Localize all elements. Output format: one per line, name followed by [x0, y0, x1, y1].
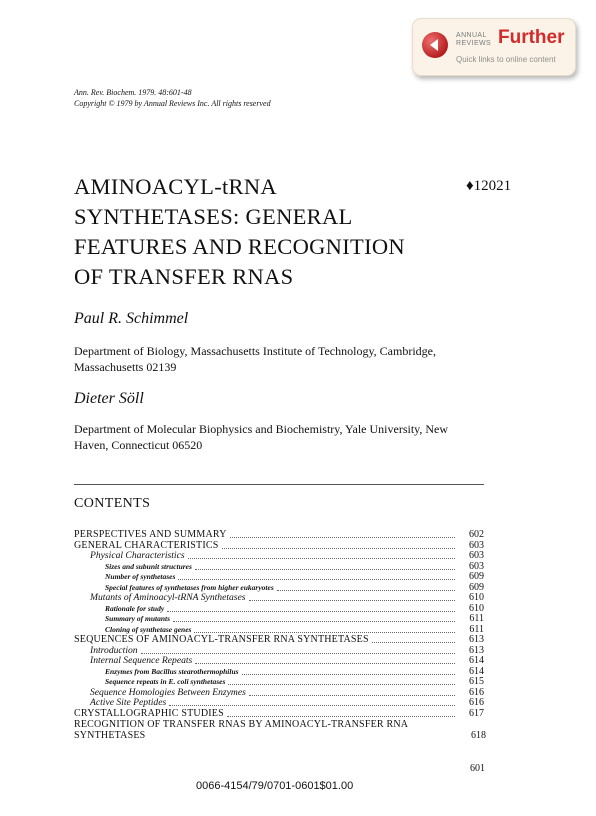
toc-entry[interactable] [74, 551, 484, 562]
toc-entry-page: 614 [469, 655, 484, 666]
toc-entry[interactable] [74, 677, 484, 688]
author-affiliation: Department of Molecular Biophysics and Biochemistry, Yale University, New Haven, Connecticut 06520 [74, 422, 449, 452]
toc-entry[interactable] [74, 593, 484, 604]
toc-entry-label: Active Site Peptides [90, 697, 167, 708]
toc-leader-dots [277, 583, 455, 591]
toc-entry-page: 614 [469, 665, 484, 677]
toc-entry-label: Rationale for study [105, 603, 165, 613]
toc-leader-dots [227, 709, 455, 717]
toc-entry-page: 603 [469, 560, 484, 572]
journal-citation [74, 87, 271, 109]
toc-leader-dots [195, 562, 455, 570]
toc-leader-dots [228, 677, 455, 685]
toc-entry-label: Sequence repeats in E. coli synthetases [105, 677, 226, 686]
toc-entry-page: 611 [469, 623, 484, 635]
author-affiliation: Department of Biology, Massachusetts Institute of Technology, Cambridge, Massachusetts 02139 [74, 344, 436, 374]
toc-leader-dots [372, 635, 455, 643]
toc-entry[interactable] [74, 562, 484, 573]
toc-entry-page: 610 [469, 602, 484, 614]
toc-leader-dots [242, 667, 455, 675]
copyright-line: Copyright © 1979 by Annual Reviews Inc. All rights reserved [74, 99, 271, 108]
toc-entry-page: 610 [469, 592, 484, 603]
article-title: AMINOACYL-tRNA SYNTHETASES: GENERAL FEATURES AND RECOGNITION OF TRANSFER RNAS [74, 174, 405, 289]
toc-entry-label: Introduction [90, 644, 138, 656]
toc-entry-label: Physical Characteristics [90, 550, 185, 561]
toc-entry-page: 602 [469, 529, 484, 540]
toc-entry[interactable] [74, 719, 484, 741]
toc-entry-label: Cloning of synthetase genes [105, 624, 192, 634]
toc-leader-dots [188, 551, 455, 559]
toc-entry-page: 616 [469, 686, 484, 698]
author-name: Dieter Söll [74, 390, 144, 407]
page-number: 601 [470, 763, 485, 774]
toc-entry-label: RECOGNITION OF TRANSFER RNAS BY AMINOACYL-TRANSFER RNA SYNTHETASES [74, 719, 408, 741]
toc-entry-label: Number of synthetases [105, 572, 176, 581]
toc-leader-dots [169, 698, 455, 706]
toc-leader-dots [194, 625, 455, 633]
toc-entry[interactable] [74, 667, 484, 678]
further-title: Further [498, 27, 565, 48]
toc-entry[interactable] [74, 709, 484, 720]
toc-entry[interactable] [74, 698, 484, 709]
toc-entry-page: 615 [469, 676, 484, 687]
toc-leader-dots [222, 541, 455, 549]
toc-leader-dots [195, 656, 455, 664]
document-number: ♦12021 [466, 178, 512, 194]
toc-entry[interactable] [74, 656, 484, 667]
toc-entry-page: 609 [469, 581, 484, 593]
toc-entry[interactable] [74, 635, 484, 646]
toc-leader-dots [173, 614, 455, 622]
brand-text: ANNUAL REVIEWS [456, 32, 492, 47]
toc-entry-label: PERSPECTIVES AND SUMMARY [74, 529, 227, 540]
footer-code: 0066-4154/79/0701-0601$01.00 [196, 780, 354, 792]
toc-entry-label: Mutants of Aminoacyl-tRNA Synthetases [90, 592, 246, 603]
toc-entry-page: 611 [469, 613, 484, 624]
toc-leader-dots [249, 688, 455, 696]
toc-entry-label: SEQUENCES OF AMINOACYL-TRANSFER RNA SYNTHETASES [74, 634, 369, 645]
annual-reviews-logo-icon [421, 31, 449, 59]
toc-entry[interactable] [74, 614, 484, 625]
toc-entry-page: 603 [469, 550, 484, 561]
toc-entry-page: 603 [469, 539, 484, 551]
toc-entry[interactable] [74, 530, 484, 541]
section-divider [74, 484, 484, 485]
toc-entry-page: 617 [469, 707, 484, 719]
citation-line: Ann. Rev. Biochem. 1979. 48:601-48 [74, 88, 192, 97]
quick-links-text: Quick links to online content [456, 55, 556, 64]
annual-reviews-further-banner[interactable] [412, 18, 576, 76]
toc-leader-dots [141, 646, 455, 654]
contents-heading: CONTENTS [74, 496, 151, 511]
author-name: Paul R. Schimmel [74, 310, 189, 327]
toc-entry-label: Internal Sequence Repeats [90, 655, 193, 666]
toc-entry-label: CRYSTALLOGRAPHIC STUDIES [74, 707, 224, 719]
toc-entry[interactable] [74, 572, 484, 583]
toc-entry-label: Sizes and subunit structures [105, 561, 192, 571]
toc-leader-dots [230, 530, 455, 538]
toc-entry-page: 616 [469, 697, 484, 708]
toc-entry-label: GENERAL CHARACTERISTICS [74, 539, 219, 551]
toc-entry-label: Sequence Homologies Between Enzymes [90, 686, 246, 698]
table-of-contents [74, 530, 484, 741]
toc-entry-page: 613 [469, 644, 484, 656]
toc-entry-page: 613 [469, 634, 484, 645]
toc-entry-page: 618 [471, 729, 486, 741]
toc-entry-label: Special features of synthetases from higher eukaryotes [105, 582, 274, 592]
toc-leader-dots [249, 593, 455, 601]
toc-entry-label: Enzymes from Bacillus stearothermophilus [105, 666, 239, 676]
toc-leader-dots [178, 572, 455, 580]
toc-leader-dots [167, 604, 455, 612]
toc-entry-page: 609 [469, 571, 484, 582]
toc-entry[interactable] [74, 604, 484, 615]
toc-entry-label: Summary of mutants [105, 614, 171, 623]
